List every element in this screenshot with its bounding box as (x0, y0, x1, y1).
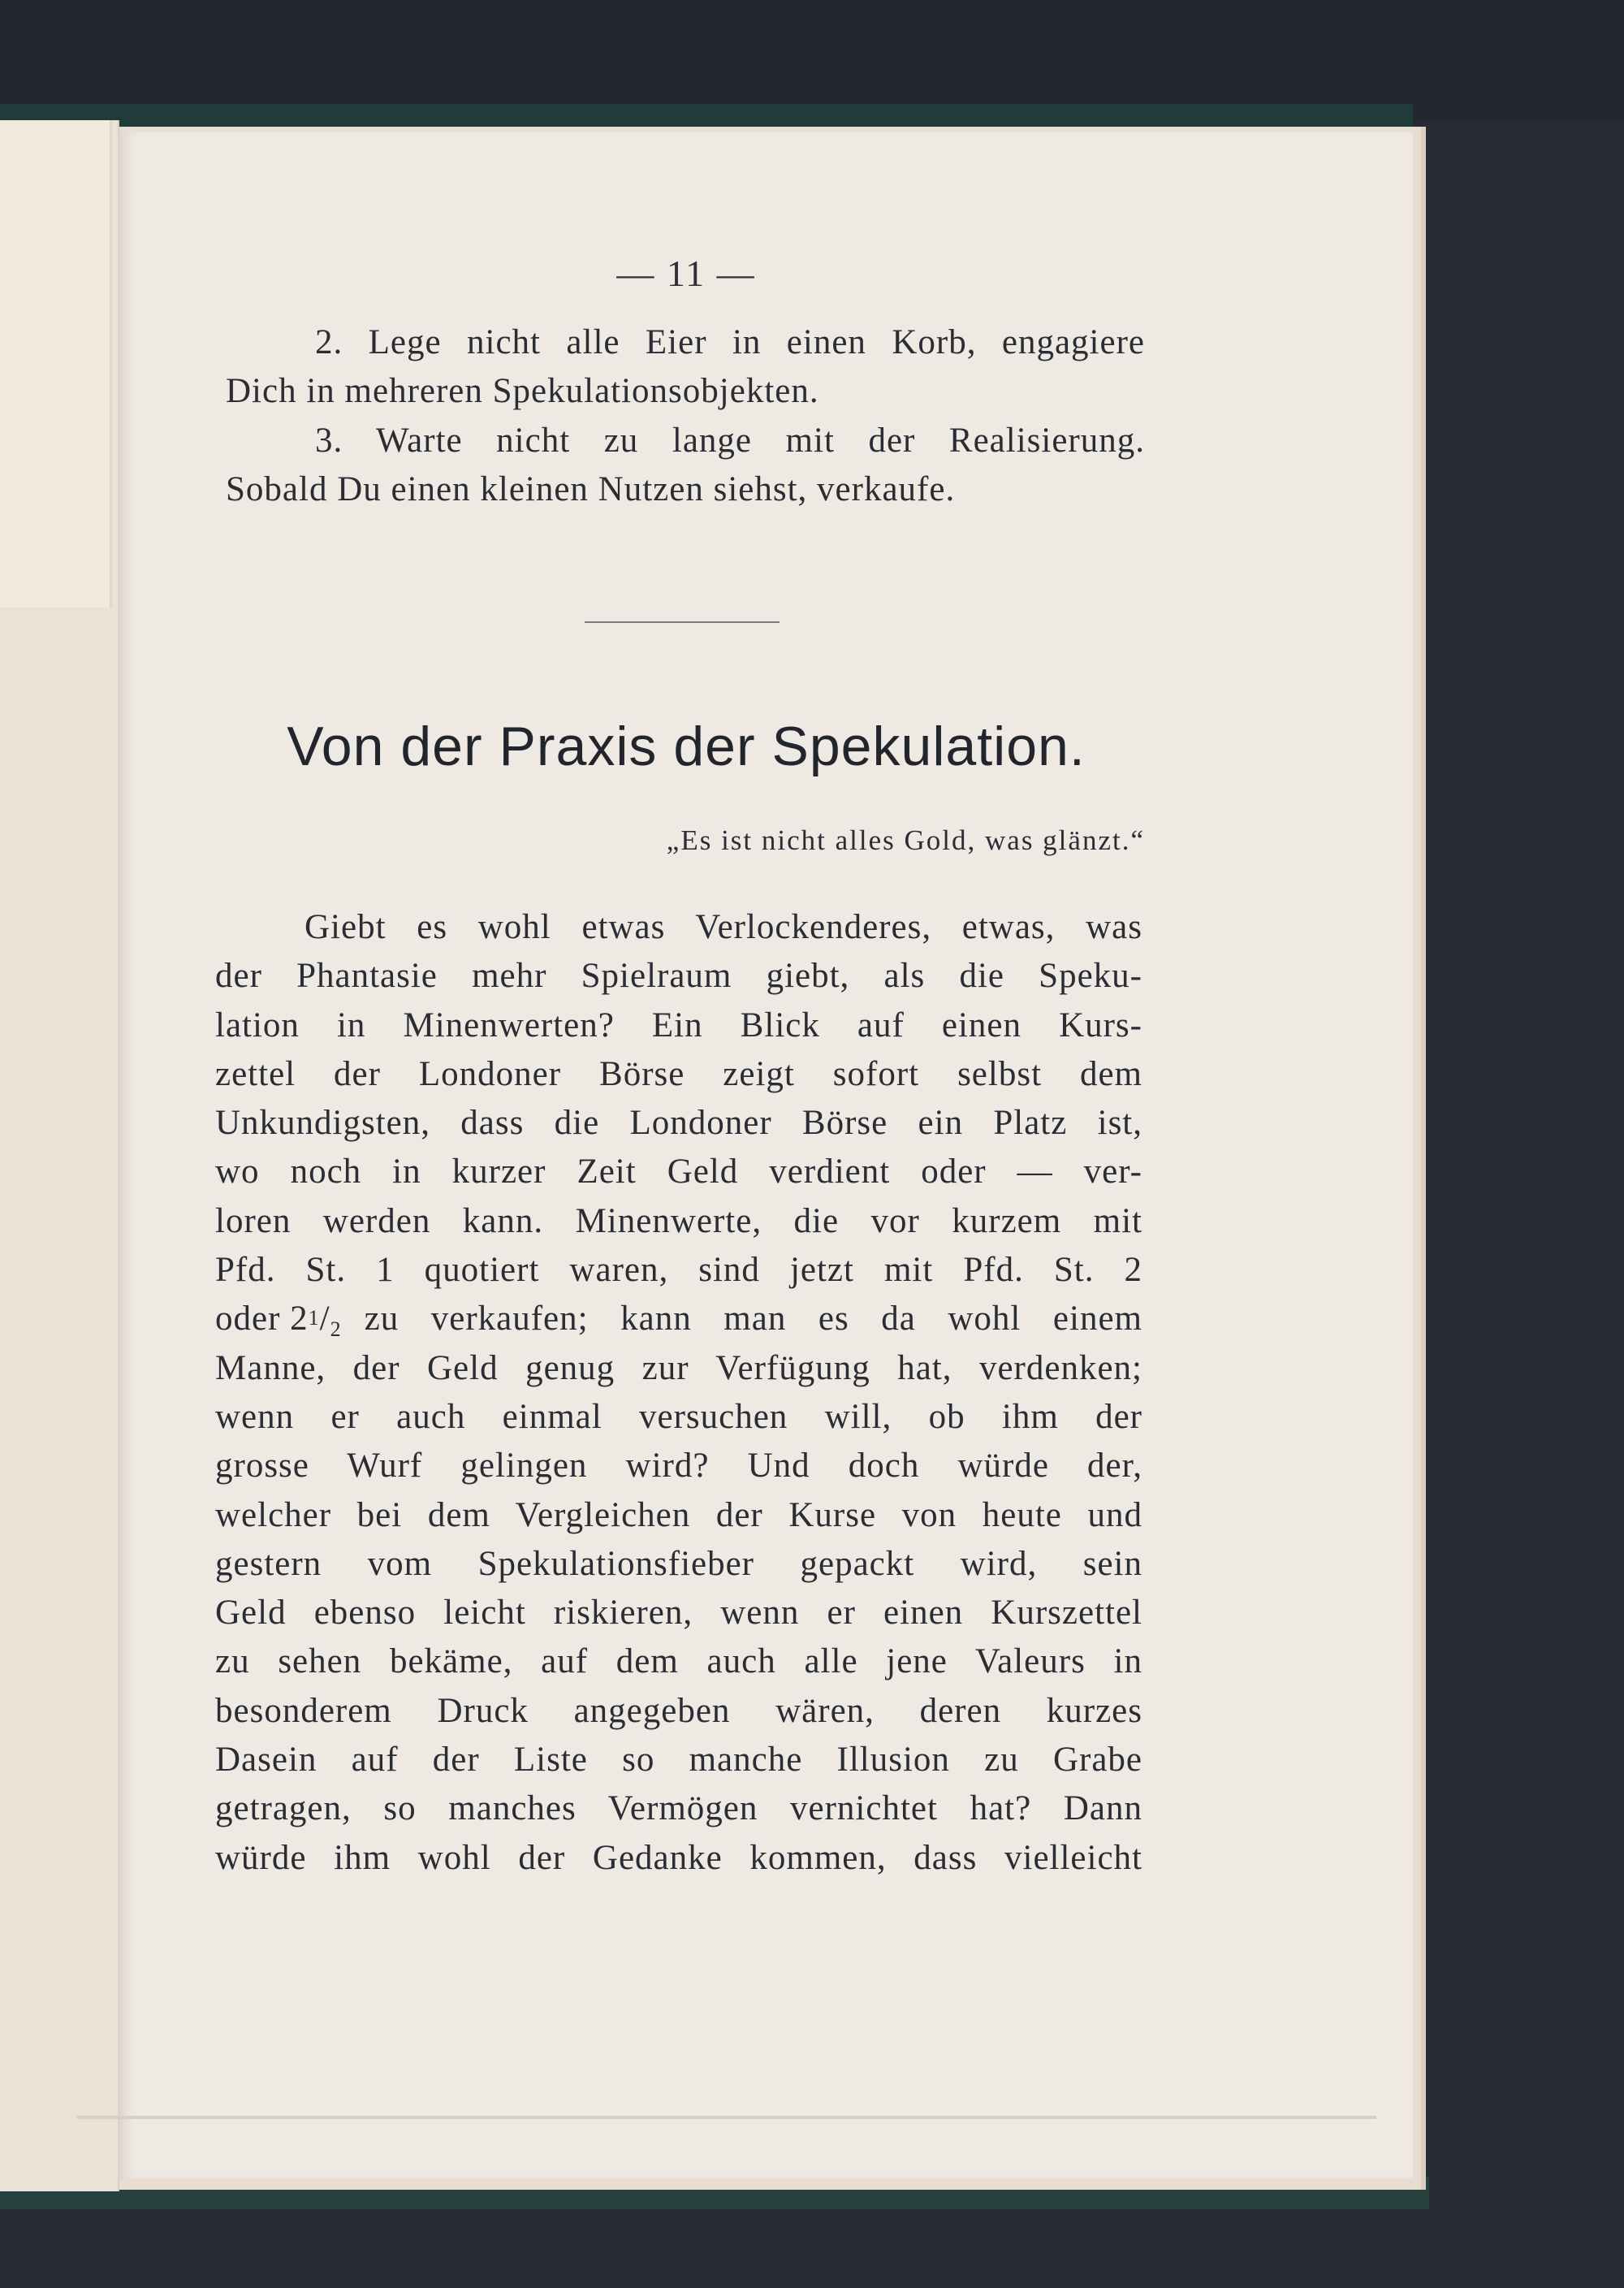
text-line: zettel der Londoner Börse zeigt sofort selbst dem (215, 1054, 1142, 1093)
text-line: Unkundigsten, dass die Londoner Börse ein Platz ist, (215, 1104, 1142, 1143)
left-page-flap (0, 120, 112, 608)
text-line: Pfd. St. 1 quotiert waren, sind jetzt mit Pfd. St. 2 (215, 1251, 1142, 1290)
text-line: Giebt es wohl etwas Verlockenderes, etwas, was (304, 908, 1142, 946)
text-line-fraction (215, 1295, 1142, 1343)
text-line: lation in Minenwerten? Ein Blick auf einen Kurs- (215, 1006, 1142, 1045)
motto-quote: „Es ist nicht alles Gold, was glänzt.“ (666, 824, 1145, 856)
text-line: welcher bei dem Vergleichen der Kurse von heute und (215, 1495, 1142, 1534)
text-line: Geld ebenso leicht riskieren, wenn er einen Kurszettel (215, 1594, 1142, 1633)
text-line: Dasein auf der Liste so manche Illusion zu Grabe (215, 1741, 1142, 1780)
section-divider (585, 621, 780, 623)
page-bottom-edge (77, 2116, 1376, 2119)
fraction-denominator: 2 (330, 1317, 342, 1342)
text-line: Sobald Du einen kleinen Nutzen siehst, verkaufe. (226, 469, 956, 508)
fraction-prefix: oder (215, 1300, 281, 1339)
text-line: würde ihm wohl der Gedanke kommen, dass vielleicht (215, 1838, 1142, 1877)
page-number: — 11 — (616, 253, 756, 294)
text-line: grosse Wurf gelingen wird? Und doch würde der, (215, 1447, 1142, 1486)
text-line: wo noch in kurzer Zeit Geld verdient oder — ver- (215, 1153, 1142, 1192)
text-line: Dich in mehreren Spekulationsobjekten. (226, 372, 819, 411)
text-line: der Phantasie mehr Spielraum giebt, als die Speku- (215, 957, 1142, 996)
fraction-expression: oder $2^1/_2$ (215, 1300, 342, 1342)
text-line: wenn er auch einmal versuchen will, ob ihm der (215, 1397, 1142, 1436)
book-cover-edge (0, 104, 1413, 128)
text-line: 3. Warte nicht zu lange mit der Realisierung. (315, 421, 1145, 460)
text-line: Manne, der Geld genug zur Verfügung hat, verdenken; (215, 1348, 1142, 1387)
text-line: 2. Lege nicht alle Eier in einen Korb, engagiere (315, 323, 1145, 361)
text-line: loren werden kann. Minenwerte, die vor kurzem mit (215, 1201, 1142, 1240)
text-line: getragen, so manches Vermögen vernichtet hat? Dann (215, 1789, 1142, 1828)
top-paragraphs (226, 318, 1145, 514)
fraction-numerator: 1 (308, 1306, 320, 1330)
text-line: gestern vom Spekulationsfieber gepackt wird, sein (215, 1544, 1142, 1583)
fraction-whole: 2 (290, 1300, 309, 1339)
text-line: zu sehen bekäme, auf dem auch alle jene Valeurs in (215, 1642, 1142, 1681)
text-line: besonderem Druck angegeben wären, deren kurzes (215, 1691, 1142, 1730)
chapter-title: Von der Praxis der Spekulation. (287, 716, 1086, 777)
body-paragraph (215, 903, 1142, 1883)
fraction-line-rest: zu verkaufen; kann man es da wohl einem (364, 1300, 1142, 1339)
